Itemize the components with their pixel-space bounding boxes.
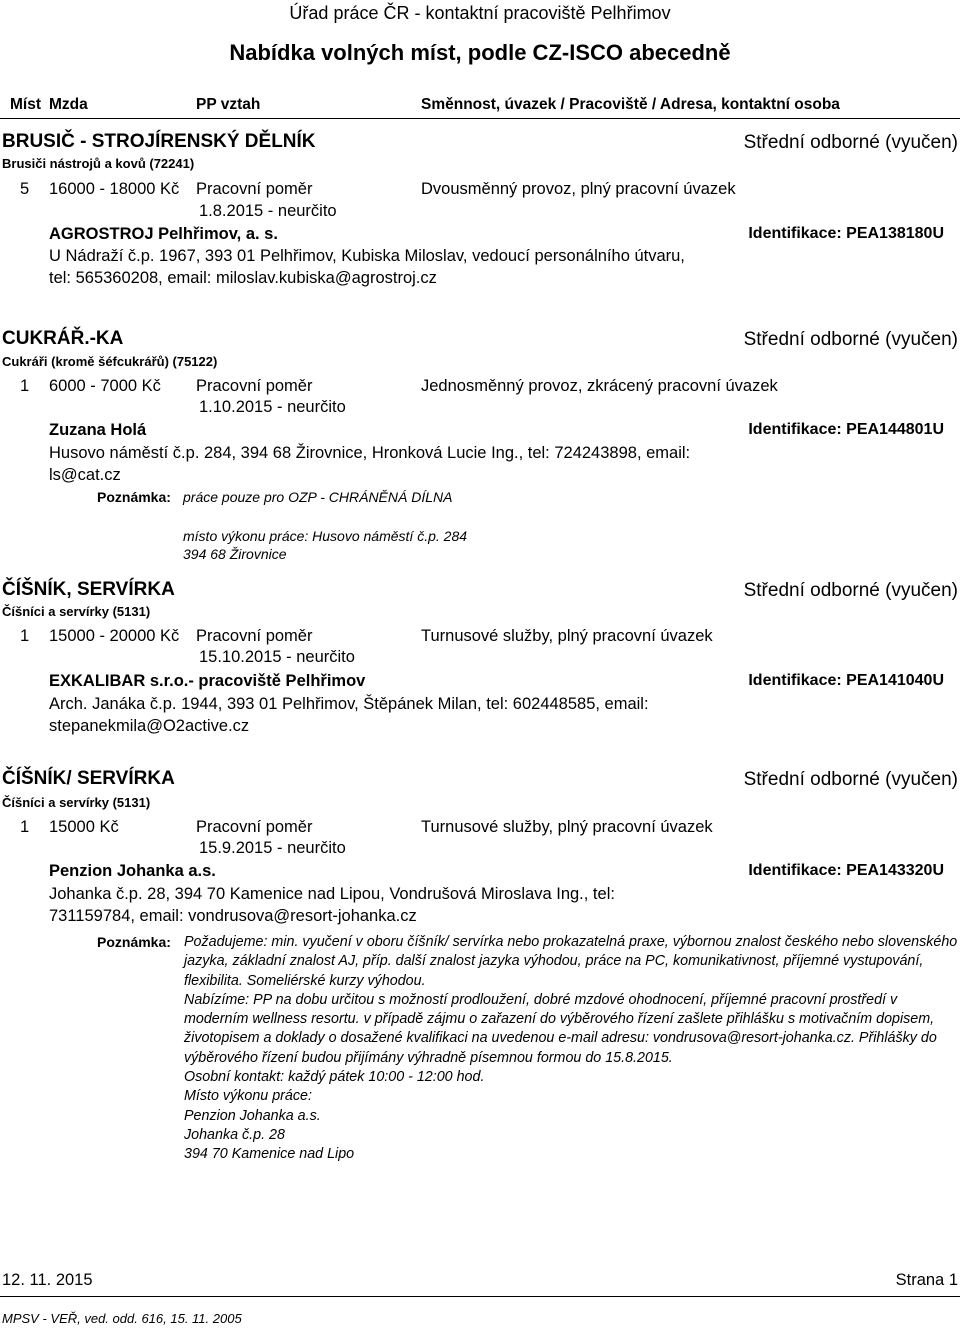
isco-category: Číšníci a servírky (5131)	[2, 795, 151, 810]
shift-type: Dvousměnný provoz, plný pracovní úvazek	[421, 180, 736, 198]
job-identifier: Identifikace: PEA143320U	[748, 862, 944, 879]
note-paragraph: Místo výkonu práce:	[184, 1088, 312, 1105]
job-title: BRUSIČ - STROJÍRENSKÝ DĚLNÍK	[2, 131, 316, 152]
position-count: 1	[20, 377, 30, 395]
contract-period: 15.9.2015 - neurčito	[199, 839, 346, 857]
employer-address: Husovo náměstí č.p. 284, 394 68 Žirovnice, Hronková Lucie Ing., tel: 724243898, email: ls@cat.cz	[49, 444, 691, 484]
wage: 16000 - 18000 Kč	[49, 180, 180, 198]
note-text: práce pouze pro OZP - CHRÁNĚNÁ DÍLNA	[183, 489, 453, 505]
note-paragraph: Penzion Johanka a.s.	[184, 1107, 321, 1124]
position-count: 5	[20, 180, 30, 198]
note-label: Poznámka:	[97, 934, 171, 950]
contract-period: 15.10.2015 - neurčito	[199, 648, 355, 666]
column-header-mzda: Mzda	[49, 96, 88, 113]
note-paragraph: Osobní kontakt: každý pátek 10:00 - 12:00 hod.	[184, 1069, 485, 1086]
note-paragraph: Požadujeme: min. vyučení v oboru číšník/ servírka nebo prokazatelná praxe, výbornou znalost českého nebo slovenského jazyka, základní znalost AJ, příp. další znalost jazyka výhodou, práce na PC, komunikativnost, příjemné vystupování, flexibilita. Someliérské kurzy výhodou.	[184, 934, 958, 989]
contract-type: Pracovní poměr	[196, 377, 313, 395]
employer-name: Zuzana Holá	[49, 421, 147, 439]
note-paragraph: 394 70 Kamenice nad Lipo	[184, 1146, 355, 1163]
header-divider	[0, 118, 960, 119]
contract-period: 1.10.2015 - neurčito	[199, 398, 346, 416]
column-header-mist: Míst	[10, 96, 41, 113]
contract-type: Pracovní poměr	[196, 180, 313, 198]
wage: 15000 - 20000 Kč	[49, 627, 180, 645]
footer-divider	[0, 1296, 960, 1297]
column-header-pp-vztah: PP vztah	[196, 96, 261, 113]
employer-address: Johanka č.p. 28, 394 70 Kamenice nad Lipou, Vondrušová Miroslava Ing., tel: 731159784, email: vondrusova@resort-johanka.cz	[49, 885, 615, 925]
office-name: Úřad práce ČR - kontaktní pracoviště Pelhřimov	[289, 3, 671, 23]
note-workplace-city: 394 68 Žirovnice	[183, 546, 287, 562]
column-header-smennost: Směnnost, úvazek / Pracoviště / Adresa, kontaktní osoba	[421, 96, 840, 113]
job-title: ČÍŠNÍK/ SERVÍRKA	[2, 768, 175, 789]
education-level: Střední odborné (vyučen)	[743, 329, 958, 350]
note-text	[184, 933, 960, 1165]
shift-type: Turnusové služby, plný pracovní úvazek	[421, 627, 713, 645]
note-label: Poznámka:	[97, 489, 171, 505]
employer-address: U Nádraží č.p. 1967, 393 01 Pelhřimov, Kubiska Miloslav, vedoucí personálního útvaru, tel: 565360208, email: miloslav.kubiska@agrostroj.cz	[49, 247, 685, 287]
isco-category: Brusiči nástrojů a kovů (72241)	[2, 156, 195, 171]
position-count: 1	[20, 818, 30, 836]
job-identifier: Identifikace: PEA144801U	[748, 421, 944, 438]
footer-source: MPSV - VEŘ, ved. odd. 616, 15. 11. 2005	[2, 1311, 242, 1326]
shift-type: Turnusové služby, plný pracovní úvazek	[421, 818, 713, 836]
position-count: 1	[20, 627, 30, 645]
contract-type: Pracovní poměr	[196, 627, 313, 645]
employer-name: Penzion Johanka a.s.	[49, 862, 216, 880]
job-title: ČÍŠNÍK, SERVÍRKA	[2, 579, 175, 600]
isco-category: Číšníci a servírky (5131)	[2, 604, 151, 619]
shift-type: Jednosměnný provoz, zkrácený pracovní úvazek	[421, 377, 778, 395]
contract-type: Pracovní poměr	[196, 818, 313, 836]
job-identifier: Identifikace: PEA141040U	[748, 672, 944, 689]
note-paragraph: Johanka č.p. 28	[184, 1126, 285, 1143]
note-paragraph: Nabízíme: PP na dobu určitou s možností prodloužení, dobré mzdové ohodnocení, příjemné pracovní prostředí v moderním wellness resortu. v případě zájmu o zařazení do výběrového řízení zašlete přihlášku s motivačním dopisem, životopisem a doklady o dosažené kvalifikaci na uvedenou e-mail adresu: vondrusova@resort-johanka.cz. Přihlášky do výběrového řízení budou přijímány výhradně písemnou formou do 15.8.2015.	[184, 991, 937, 1066]
education-level: Střední odborné (vyučen)	[743, 769, 958, 790]
isco-category: Cukráři (kromě šéfcukrářů) (75122)	[2, 354, 218, 369]
job-title: CUKRÁŘ.-KA	[2, 328, 124, 349]
wage: 15000 Kč	[49, 818, 119, 836]
education-level: Střední odborné (vyučen)	[743, 132, 958, 153]
page-title: Nabídka volných míst, podle CZ-ISCO abecedně	[229, 40, 731, 65]
employer-name: AGROSTROJ Pelhřimov, a. s.	[49, 225, 278, 243]
contract-period: 1.8.2015 - neurčito	[199, 202, 337, 220]
education-level: Střední odborné (vyučen)	[743, 580, 958, 601]
job-identifier: Identifikace: PEA138180U	[748, 225, 944, 242]
note-workplace: místo výkonu práce: Husovo náměstí č.p. 284	[183, 528, 468, 544]
page-number: Strana 1	[895, 1271, 958, 1289]
wage: 6000 - 7000 Kč	[49, 377, 161, 395]
footer-date: 12. 11. 2015	[2, 1271, 93, 1289]
employer-name: EXKALIBAR s.r.o.- pracoviště Pelhřimov	[49, 672, 366, 690]
employer-address: Arch. Janáka č.p. 1944, 393 01 Pelhřimov, Štěpánek Milan, tel: 602448585, email: stepanekmila@O2active.cz	[49, 695, 649, 735]
